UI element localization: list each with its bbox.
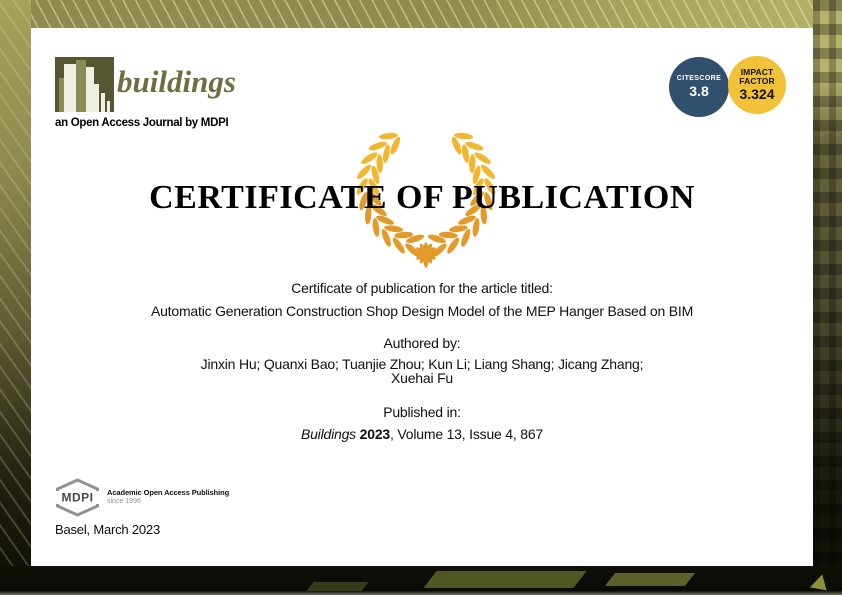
background-left-facade bbox=[0, 0, 31, 595]
certificate-card bbox=[31, 28, 813, 566]
intro-line: Certificate of publication for the article titled: bbox=[291, 280, 553, 296]
mdpi-hexagon-icon bbox=[55, 478, 100, 517]
impact-factor-label: FACTOR bbox=[739, 76, 775, 87]
background-top-facade bbox=[0, 0, 842, 28]
background-bottom-dark bbox=[0, 566, 842, 595]
place-date: Basel, March 2023 bbox=[55, 522, 160, 537]
buildings-logo-icon bbox=[55, 57, 114, 112]
citescore-badge bbox=[669, 57, 729, 117]
publication-year: 2023 bbox=[359, 426, 391, 442]
background-shard bbox=[810, 573, 829, 591]
authors-line-2: Xuehai Fu bbox=[390, 370, 454, 386]
published-in-label: Published in: bbox=[383, 404, 461, 420]
journal-tagline: an Open Access Journal by MDPI bbox=[55, 117, 229, 129]
impact-factor-badge bbox=[728, 56, 786, 114]
citescore-value: 3.8 bbox=[689, 82, 709, 99]
authored-by-label: Authored by: bbox=[383, 335, 461, 351]
authors-line-1: Jinxin Hu; Quanxi Bao; Tuanjie Zhou; Kun Li; Liang Shang; Jicang Zhang; bbox=[200, 356, 644, 372]
journal-name: buildings bbox=[117, 64, 236, 99]
article-title: Automatic Generation Construction Shop Design Model of the MEP Hanger Based on BIM bbox=[150, 303, 694, 319]
impact-factor-value: 3.324 bbox=[739, 86, 775, 103]
citescore-label: CITESCORE bbox=[676, 75, 722, 83]
mdpi-since-line: since 1996 bbox=[107, 498, 141, 505]
mdpi-publisher-line: Academic Open Access Publishing bbox=[107, 488, 230, 497]
impact-factor-label: IMPACT bbox=[740, 67, 774, 78]
publication-details: , Volume 13, Issue 4, 867 bbox=[390, 426, 544, 442]
publication-journal: Buildings bbox=[300, 426, 356, 442]
certificate-title: CERTIFICATE OF PUBLICATION bbox=[149, 179, 695, 216]
background-shard bbox=[306, 582, 368, 591]
background-shard bbox=[605, 573, 695, 586]
publication-reference bbox=[31, 426, 813, 442]
background-shard bbox=[423, 571, 586, 588]
svg-text:MDPI: MDPI bbox=[61, 490, 94, 505]
background-right-building bbox=[813, 0, 842, 595]
